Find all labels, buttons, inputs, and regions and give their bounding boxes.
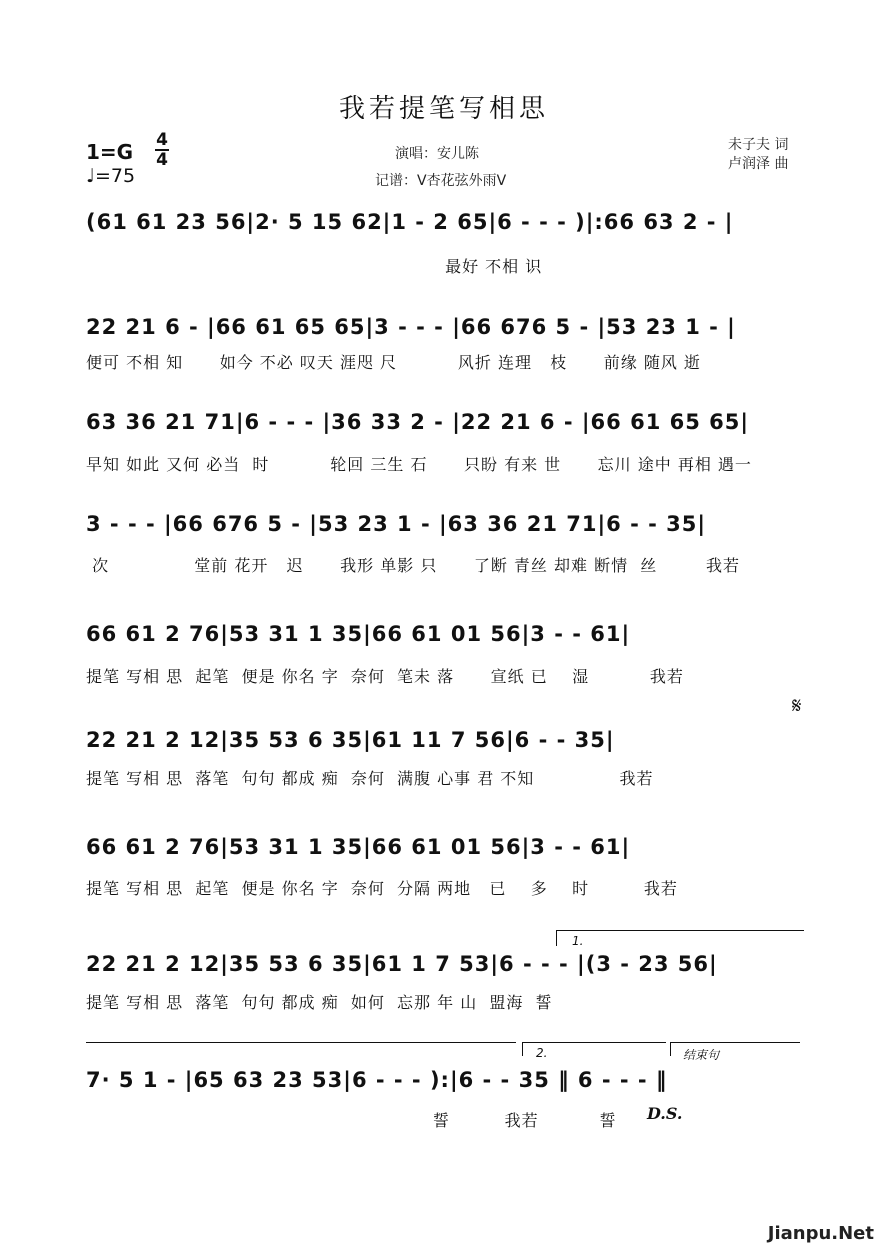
notation-line-4: 3 - - - |66 676 5 - |53 23 1 - |63 36 21 71|6 - - 35|	[86, 512, 707, 536]
lyric-line-2: 便可 不相 知 如今 不必 叹天 涯咫 尺 风折 连理 枝 前缘 随风 逝	[86, 353, 701, 372]
lyric-line-1: 最好 不相 识	[86, 257, 543, 276]
notation-line-3: 63 36 21 71|6 - - - |36 33 2 - |22 21 6 - |66 61 65 65|	[86, 410, 750, 434]
notation-line-1: (61 61 23 56|2· 5 15 62|1 - 2 65|6 - - - )|:66 63 2 - |	[86, 210, 734, 234]
key-signature: 1=G	[86, 140, 134, 164]
lyricist-credit: 未子夫 词	[728, 137, 789, 153]
ending-label: 结束句	[683, 1048, 720, 1062]
notation-line-8: 22 21 2 12|35 53 6 35|61 1 7 53|6 - - - |(3 - 23 56|	[86, 952, 718, 976]
time-signature-bottom: 4	[156, 150, 168, 170]
watermark-logo: Jianpu.Net	[767, 1223, 874, 1244]
lyric-line-7: 提笔 写相 思 起笔 便是 你名 字 奈何 分隔 两地 已 多 时 我若	[86, 879, 678, 898]
volta-1-continuation	[86, 1042, 516, 1043]
lyric-line-8: 提笔 写相 思 落笔 句句 都成 痴 如何 忘那 年 山 盟海 誓	[86, 993, 553, 1012]
notation-line-7: 66 61 2 76|53 31 1 35|66 61 01 56|3 - - 61|	[86, 835, 631, 859]
volta-1-bracket	[556, 930, 804, 931]
singer-credit: 演唱：安儿陈	[395, 146, 479, 162]
song-title: 我若提笔写相思	[338, 94, 549, 124]
time-signature	[155, 132, 169, 168]
tempo-marking: ♩=75	[86, 165, 136, 187]
notation-line-9: 7· 5 1 - |65 63 23 53|6 - - - ):|6 - - 35 ‖ 6 - - - ‖	[86, 1068, 668, 1092]
lyric-line-9: 誓 我若 誓	[86, 1111, 617, 1130]
ds-marking: D.S.	[647, 1104, 683, 1123]
notation-line-6: 22 21 2 12|35 53 6 35|61 11 7 56|6 - - 35|	[86, 728, 615, 752]
ending-bracket	[670, 1042, 800, 1043]
lyric-line-4: 次 堂前 花开 迟 我形 单影 只 了断 青丝 却难 断情 丝 我若	[86, 556, 740, 575]
volta-2-bracket-left	[522, 1042, 523, 1056]
notation-line-5: 66 61 2 76|53 31 1 35|66 61 01 56|3 - - 61|	[86, 622, 631, 646]
notation-line-2: 22 21 6 - |66 61 65 65|3 - - - |66 676 5 - |53 23 1 - |	[86, 315, 736, 339]
lyric-line-3: 早知 如此 又何 必当 时 轮回 三生 石 只盼 有来 世 忘川 途中 再相 遇一	[86, 455, 752, 474]
volta-2-label: 2.	[536, 1046, 548, 1060]
volta-1-bracket-left	[556, 930, 557, 946]
composer-credit: 卢润泽 曲	[728, 156, 789, 172]
time-signature-top: 4	[156, 130, 168, 150]
segno-icon: 𝄋	[792, 694, 802, 719]
lyric-line-6: 提笔 写相 思 落笔 句句 都成 痴 奈何 满腹 心事 君 不知 我若	[86, 769, 654, 788]
volta-1-label: 1.	[572, 934, 584, 948]
volta-2-bracket	[522, 1042, 666, 1043]
ending-bracket-left	[670, 1042, 671, 1056]
transcriber-credit: 记谱：V杏花弦外雨V	[375, 173, 507, 189]
lyric-line-5: 提笔 写相 思 起笔 便是 你名 字 奈何 笔未 落 宣纸 已 湿 我若	[86, 667, 684, 686]
